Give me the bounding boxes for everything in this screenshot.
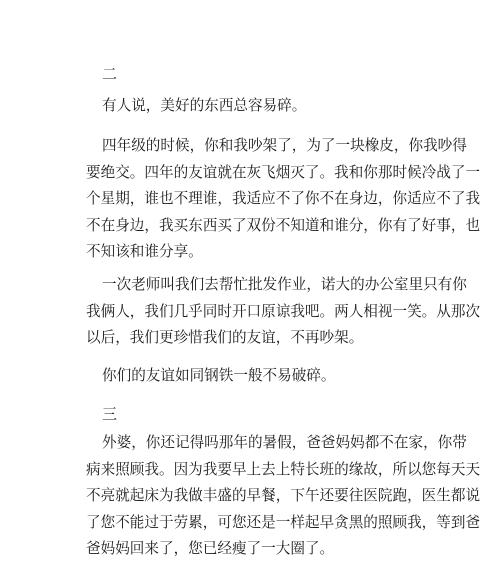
text-line: 不知该和谁分享。: [86, 243, 203, 260]
text-line: 要绝交。四年的友谊就在灰飞烟灭了。我和你那时候冷战了一: [86, 163, 481, 181]
paragraph-1: [86, 93, 418, 120]
text-line: 四年级的时候，你和我吵架了，为了一块橡皮，你我吵得: [102, 137, 467, 154]
text-line: 一次老师叫我们去帮忙批发作业，诺大的办公室里只有你: [102, 276, 467, 293]
text-line: 外婆，你还记得吗那年的暑假，爸爸妈妈都不在家，你带: [102, 434, 467, 451]
text-line: 个星期，谁也不理谁，我适应不了你不在身边，你适应不了我: [86, 190, 481, 207]
text-line: 不在身边，我买东西买了双份不知道和谁分，你有了好事，也: [86, 216, 481, 234]
text-line: 病来照顾我。因为我要早上去上特长班的缘故，所以您每天天: [86, 460, 481, 478]
text-line: 你们的友谊如同钢铁一般不易破碎。: [102, 367, 336, 384]
text-line: 不亮就起床为我做丰盛的早餐，下午还要往医院跑，医生都说: [86, 487, 481, 504]
text-line: 以后，我们更珍惜我们的友谊，不再吵架。: [86, 329, 364, 346]
paragraph-4: [86, 363, 418, 390]
paragraph-5: [86, 430, 481, 563]
text-line: 了您不能过于劳累，可您还是一样起早贪黑的照顾我，等到爸: [86, 513, 481, 531]
section-marker-2: 二: [102, 65, 118, 83]
paragraph-3: [86, 272, 481, 352]
section-marker-3: 三: [102, 405, 118, 423]
text-line: 爸妈妈回来了，您已经瘦了一大圈了。: [86, 540, 335, 557]
text-line: 有人说，美好的东西总容易碎。: [102, 97, 307, 114]
text-line: 我俩人，我们几乎同时开口原谅我吧。两人相视一笑。从那次: [86, 302, 481, 320]
paragraph-2: [86, 133, 481, 266]
